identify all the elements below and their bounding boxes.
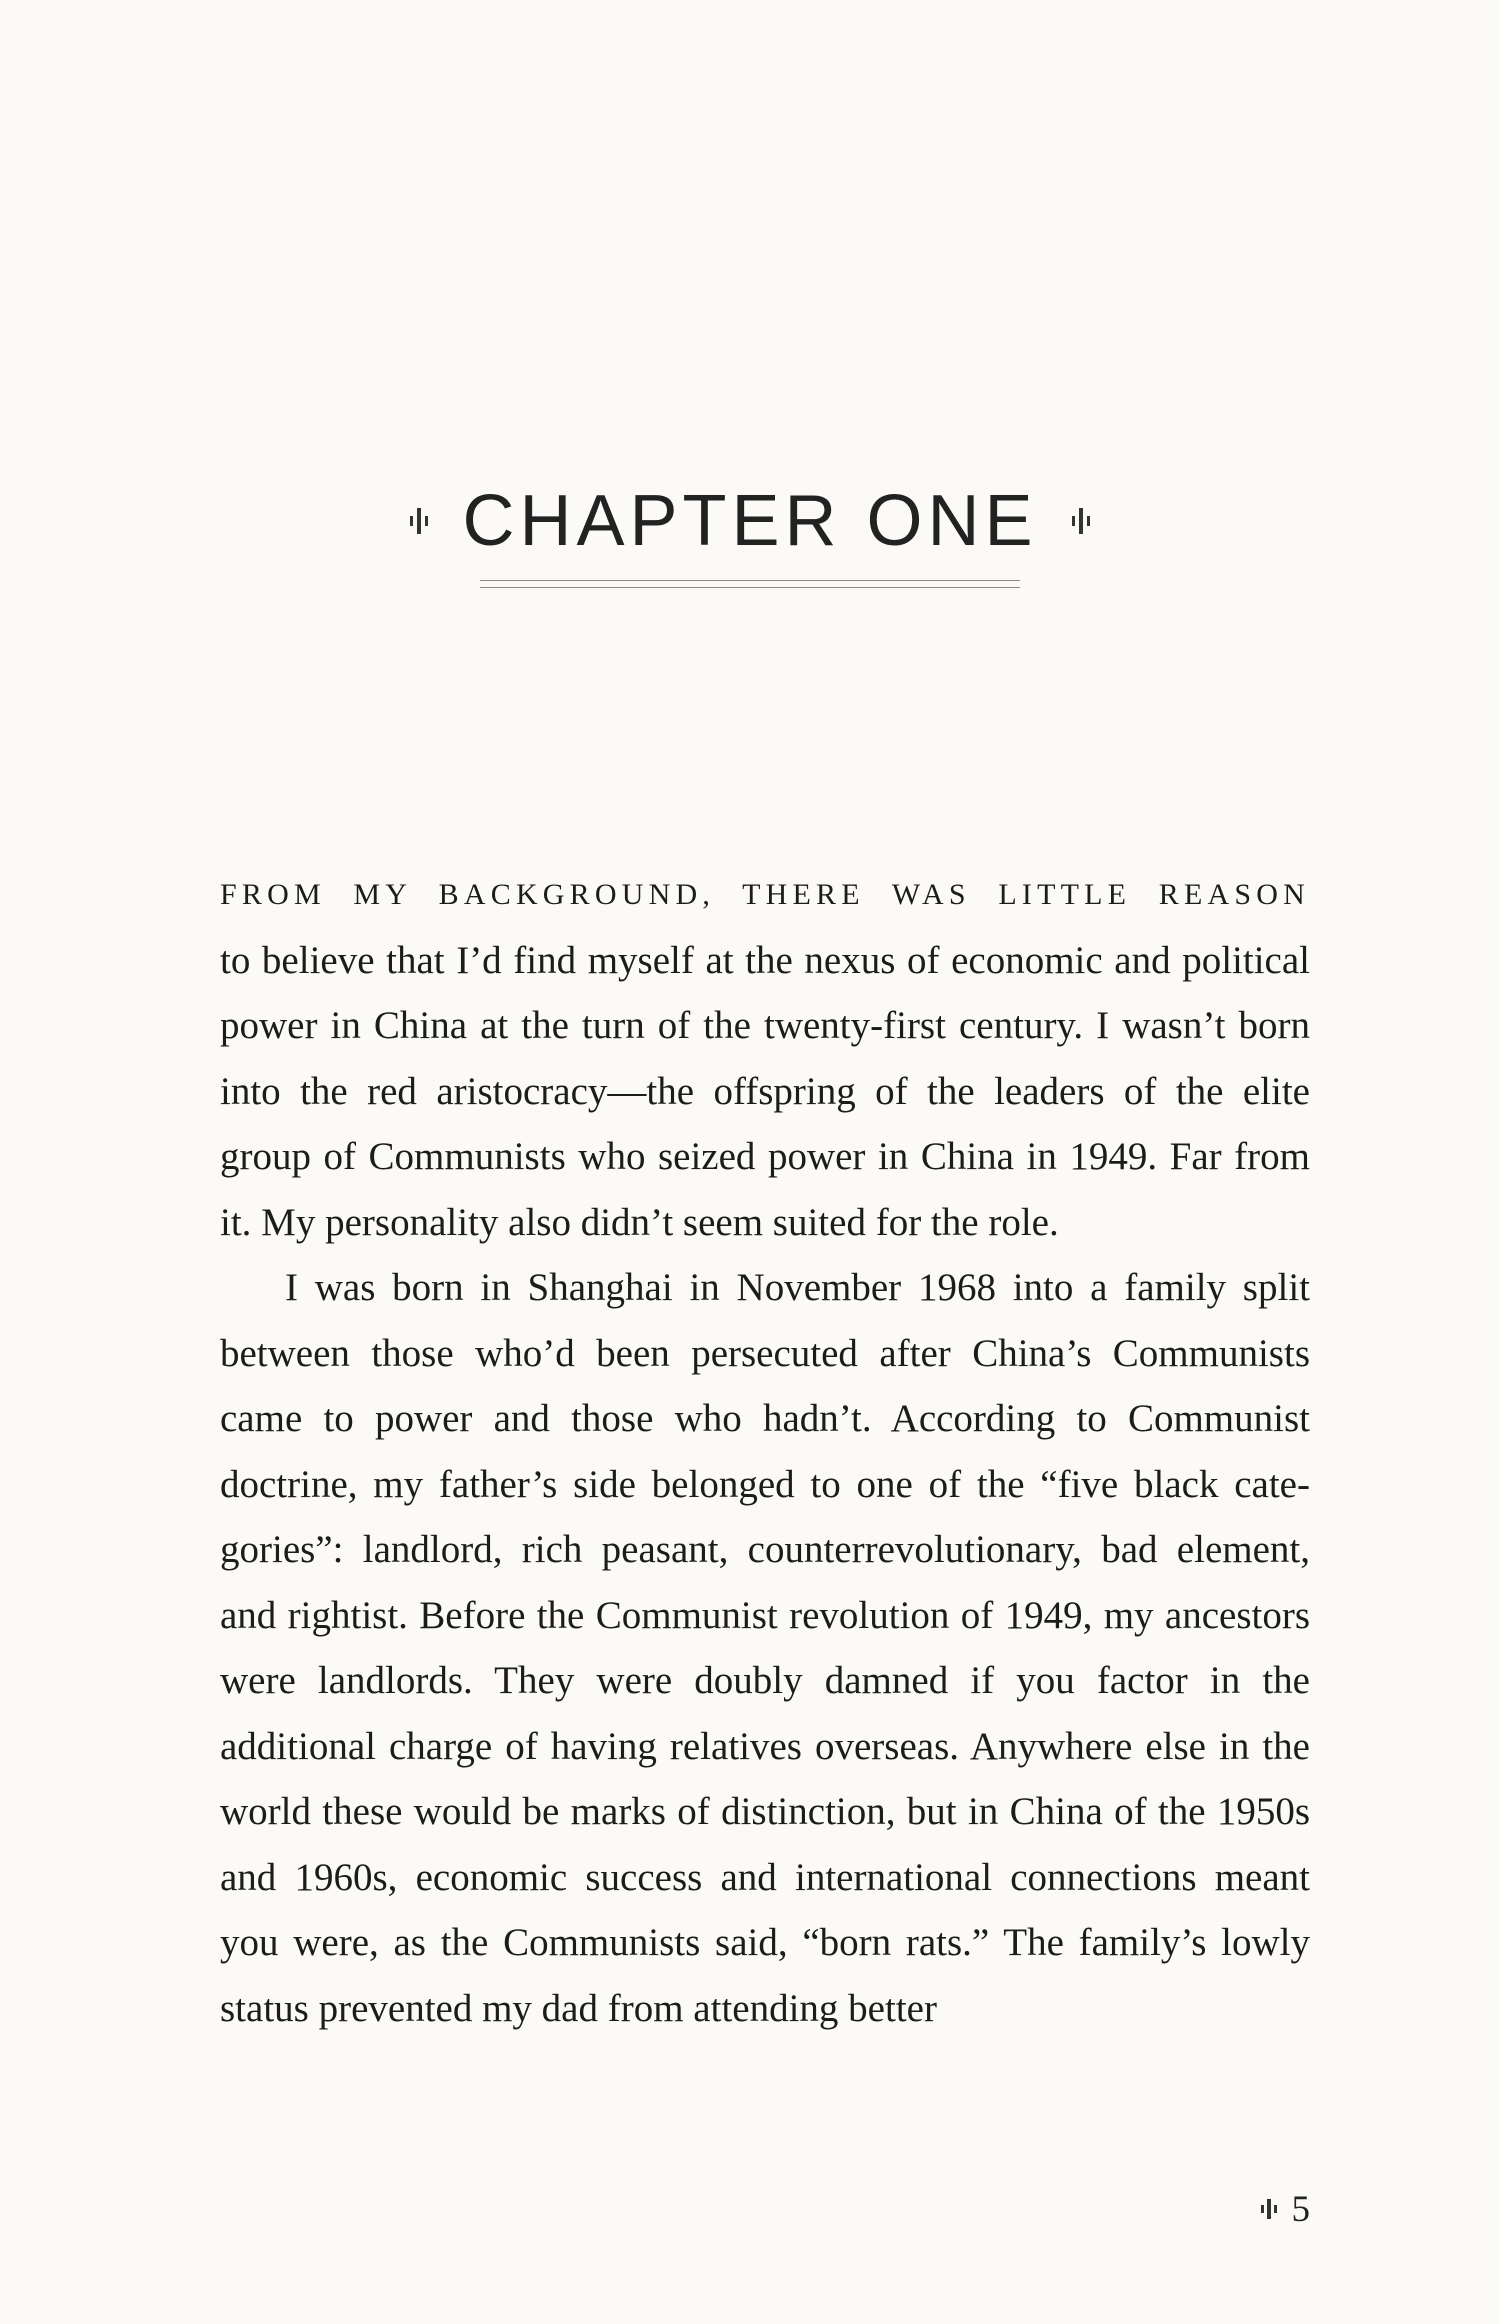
chapter-body [220, 862, 1310, 2041]
paragraph: to believe that I’d find myself at the nexus of economic and political power in China at the turn of the twenty-first century. I wasn’t born into the red aristocracy—the offspring of the leaders of the elite group of Communists who seized power in China in 1949. Far from it. My personality also didn’t seem suited for the role. [220, 938, 1310, 1244]
lead-in-small-caps: FROM MY BACKGROUND, THERE WAS LITTLE REASON [220, 878, 1310, 911]
chapter-title: CHAPTER ONE [462, 481, 1038, 561]
paragraph: I was born in Shanghai in November 1968 into a family split between those who’d been persecuted after China’s Communists came to power and those who hadn’t. According to Communist doctrine, my father’s side belonged to one of the “five black categories”: landlord, rich peasant, counterrevolutionary, bad element, and rightist. Before the Communist revolution of 1949, my ancestors were landlords. They were doubly damned if you factor in the additional charge of having relatives overseas. Anywhere else in the world these would be marks of distinction, but in China of the 1950s and 1960s, economic success and international connections meant you were, as the Communists said, “born rats.” The family’s lowly status prevented my dad from attending better [220, 1266, 1310, 2030]
triple-bar-ornament-icon [1070, 506, 1092, 536]
page-number: 5 [1291, 2189, 1310, 2230]
title-underline-rule [480, 580, 1019, 588]
triple-bar-ornament-icon [408, 506, 430, 536]
page-footer [1260, 2188, 1311, 2231]
chapter-heading [0, 480, 1500, 562]
chapter-heading-inner [408, 480, 1091, 562]
triple-bar-ornament-icon [1260, 2188, 1278, 2231]
